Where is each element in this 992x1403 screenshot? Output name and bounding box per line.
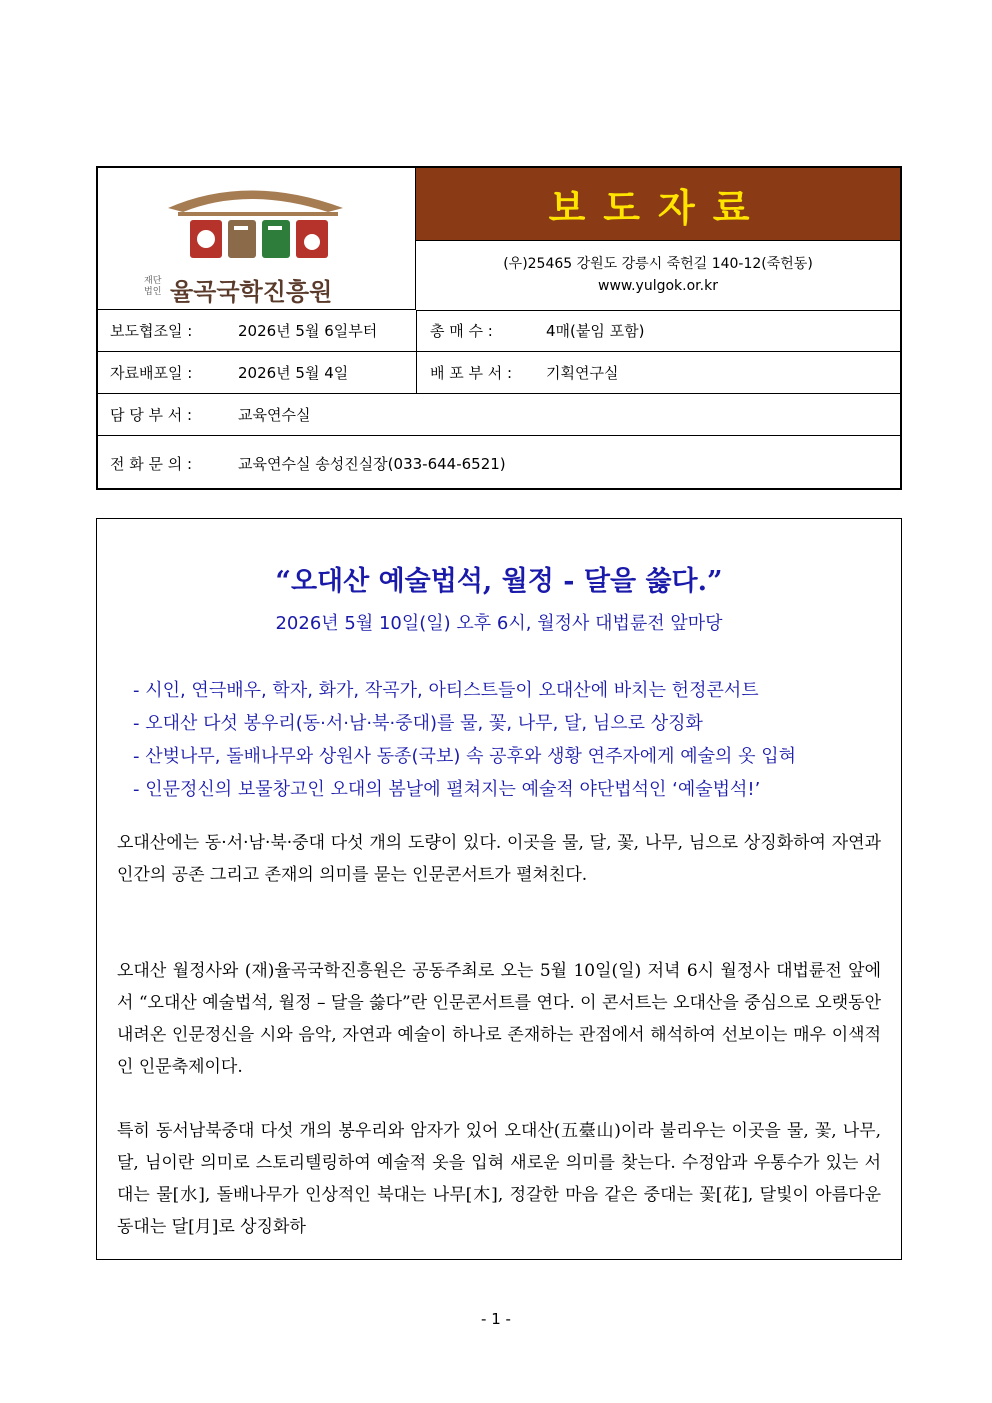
address: (우)25465 강원도 강릉시 죽헌길 140-12(죽헌동) (503, 256, 813, 272)
label-responsible-dept: 담 당 부 서 : (110, 406, 193, 424)
info-row-release-date (98, 310, 900, 352)
label-distribution-date: 자료배포일 : (110, 364, 193, 382)
website[interactable]: www.yulgok.or.kr (598, 278, 718, 294)
bullet-item: - 산벚나무, 돌배나무와 상원사 동종(국보) 속 공후와 생황 연주자에게 예술의 옷 입혀 (133, 746, 797, 767)
bullet-item: - 시인, 연극배우, 학자, 화가, 작곡가, 아티스트들이 오대산에 바치는 헌정콘서트 (133, 680, 759, 701)
address-cell (416, 240, 900, 311)
paragraph-2: 오대산 월정사와 (재)율곡국학진흥원은 공동주최로 오는 5월 10일(일) 저녁 6시 월정사 대법륜전 앞에서 “오대산 예술법석, 월정 – 달을 쓿다”란 인문콘서트를 연다. 이 콘서트는 오대산을 중심으로 오랫동안 내려온 인문정신을 시와 음악, 자연과 예술이 하나로 존재하는 관점에서 해석하여 선보이는 매우 이색적인 인문축제이다. (117, 961, 881, 1077)
info-row-distribution (98, 352, 900, 394)
label-page-count: 총 매 수 : (430, 322, 493, 340)
paragraph-3: 특히 동서남북중대 다섯 개의 봉우리와 암자가 있어 오대산(五臺山)이라 불리우는 이곳을 물, 꽃, 나무, 달, 님이란 의미로 스토리텔링하여 예술적 옷을 입혀 새로운 의미를 찾는다. 수정암과 우통수가 있는 서대는 물[水], 돌배나무가 인상적인 북대는 나무[木], 정갈한 마음 같은 중대는 꽃[花], 달빛이 아름다운 동대는 달[月]로 상징화하 (117, 1121, 881, 1237)
logo-prefix-top: 재단 (144, 276, 162, 286)
info-row-contact (98, 436, 900, 490)
value-release-date: 2026년 5월 6일부터 (238, 322, 378, 340)
label-department: 배 포 부 서 : (430, 364, 513, 382)
summary-bullets (133, 674, 796, 806)
info-row-responsible (98, 394, 900, 436)
label-release-date: 보도협조일 : (110, 322, 193, 340)
logo-prefix-bottom: 법인 (144, 287, 162, 297)
document-title: 보도자료 (548, 185, 768, 230)
press-body (96, 518, 902, 1260)
value-distribution-date: 2026년 5월 4일 (238, 364, 349, 382)
value-page-count: 4매(붙임 포함) (546, 322, 645, 340)
header-table (96, 166, 902, 490)
bullet-item: - 인문정신의 보물창고인 오대의 봄날에 펼쳐지는 예술적 야단법석인 ‘예술법석!’ (133, 779, 761, 800)
page-number: - 1 - (481, 1310, 511, 1328)
title-cell (416, 168, 900, 241)
label-contact: 전 화 문 의 : (110, 454, 193, 473)
subheadline: 2026년 5월 10일(일) 오후 6시, 월정사 대법륜전 앞마당 (275, 613, 723, 634)
bullet-item: - 오대산 다섯 봉우리(동·서·남·북·중대)를 물, 꽃, 나무, 달, 님으로 상징화 (133, 713, 703, 734)
value-responsible-dept: 교육연수실 (238, 406, 311, 424)
value-department: 기획연구실 (546, 364, 619, 382)
headline: “오대산 예술법석, 월정 - 달을 쓿다.” (275, 566, 723, 597)
value-contact: 교육연수실 송성진실장(033-644-6521) (238, 454, 506, 473)
logo-cell (98, 168, 416, 310)
paragraph-1: 오대산에는 동·서·남·북·중대 다섯 개의 도량이 있다. 이곳을 물, 달, 꽃, 나무, 님으로 상징화하여 자연과 인간의 공존 그리고 존재의 의미를 묻는 인문콘서트가 펼쳐친다. (117, 833, 881, 885)
logo-text: 율곡국학진흥원 (170, 278, 333, 306)
logo-prefix (144, 276, 161, 298)
